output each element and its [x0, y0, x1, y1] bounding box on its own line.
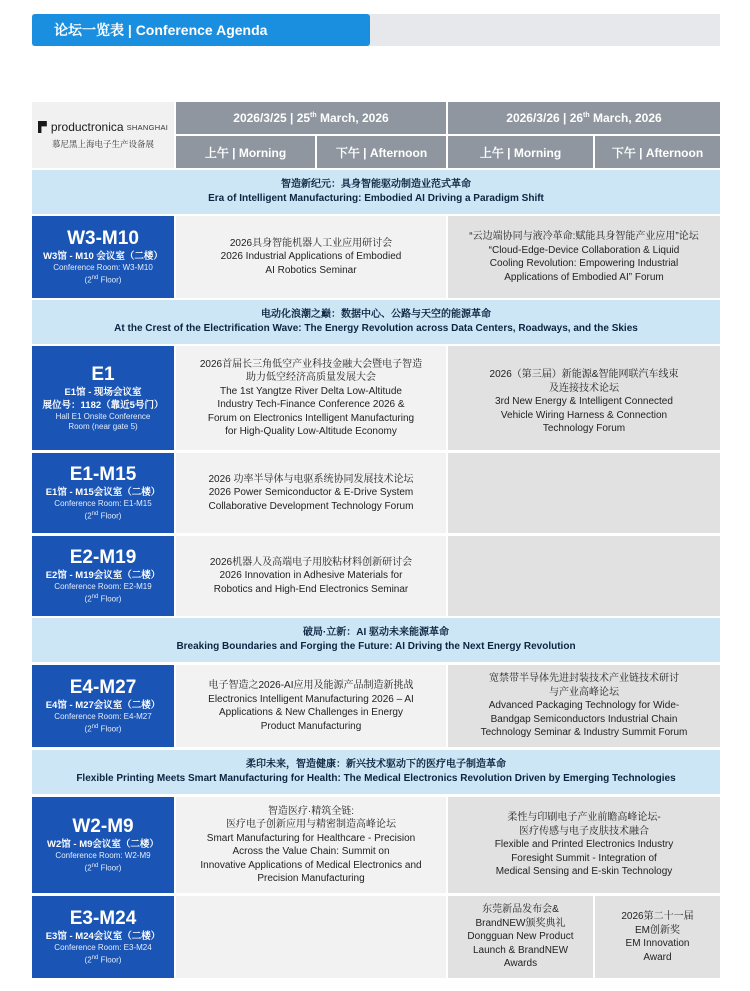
- room-floor-b: Floor): [98, 594, 122, 604]
- room-code: W2-M9: [72, 815, 134, 837]
- event-line: Across the Value Chain: Summit on: [232, 846, 390, 857]
- theme-banner-2: [32, 300, 720, 344]
- event-e4m27-day2: [448, 665, 720, 747]
- room-cn: E2馆 - M19会议室（二楼）: [45, 569, 161, 581]
- event-e1m15-day2-empty: [448, 453, 720, 533]
- event-line: Foresight Summit - Integration of: [511, 852, 657, 864]
- room-floor-a: (2: [84, 594, 92, 604]
- event-line: Cooling Revolution: Empowering Industrial: [489, 258, 679, 269]
- event-line: Smart Manufacturing for Healthcare - Precision: [206, 832, 416, 844]
- event-line: Bandgap Semiconductors Industrial Chain: [490, 713, 678, 725]
- event-line: 3rd New Energy & Intelligent Connected: [495, 396, 673, 407]
- room-floor-b: Floor): [98, 511, 122, 521]
- event-line: 宽禁带半导体先进封装技术产业链技术研讨: [489, 673, 679, 685]
- date-2-sup: th: [583, 112, 590, 119]
- event-line: 2026首届长三角低空产业科技金融大会暨电子智造: [199, 358, 423, 370]
- room-cn: E1馆 - 现场会议室: [64, 386, 142, 398]
- room-e1: [32, 346, 174, 450]
- session-morning-1: 上午 | Morning: [176, 136, 315, 168]
- event-line: Dongguan New Product: [467, 931, 574, 943]
- date-1-sup: th: [310, 112, 317, 119]
- event-w3m10-day1: [176, 216, 446, 298]
- room-en: Conference Room: E1-M15: [54, 498, 152, 508]
- event-line: EM Innovation: [625, 938, 690, 949]
- theme-1-en: Era of Intelligent Manufacturing: Embodied AI Driving a Paradigm Shift: [208, 193, 544, 204]
- event-line: Precision Manufacturing: [257, 873, 365, 884]
- room-floor-b: Floor): [98, 955, 122, 965]
- event-line: 医疗传感与电子皮肤技术融合: [519, 825, 649, 837]
- event-line: Award: [643, 951, 672, 963]
- theme-2-en: At the Crest of the Electrification Wave: The Energy Revolution across Data Centers, Roadways, and the Skies: [114, 323, 638, 334]
- room-floor-sup: nd: [91, 511, 99, 518]
- event-line: Industry Tech-Finance Conference 2026 &: [217, 399, 405, 410]
- room-e1-m15: [32, 453, 174, 533]
- event-line: 东莞新品发布会&: [482, 904, 559, 916]
- room-floor-a: (2: [84, 955, 92, 965]
- room-floor-b: Floor): [98, 863, 122, 873]
- event-line: 2026第二十一届: [621, 911, 694, 922]
- event-line: 2026 Innovation in Adhesive Materials for: [219, 570, 403, 582]
- event-e1-day2: [448, 346, 720, 450]
- event-e4m27-day1: [176, 665, 446, 747]
- event-line: Forum on Electronics Intelligent Manufacturing: [207, 412, 415, 424]
- event-line: Technology Seminar & Industry Summit Forum: [480, 727, 688, 739]
- event-line: Applications of Embodied AI” Forum: [504, 271, 664, 283]
- logo: [32, 102, 174, 168]
- event-line: Flexible and Printed Electronics Industry: [494, 839, 674, 851]
- event-line: Vehicle Wiring Harness & Connection: [500, 409, 668, 421]
- event-line: BrandNEW颁奖典礼: [475, 917, 566, 929]
- event-line: The 1st Yangtze River Delta Low-Altitude: [220, 385, 402, 397]
- room-floor-b: Floor): [98, 724, 122, 734]
- logo-brand: productronica: [50, 120, 124, 134]
- event-line: Collaborative Development Technology Forum: [208, 500, 414, 512]
- date-1-en: March, 2026: [316, 111, 389, 125]
- theme-2-cn: 电动化浪潮之巅：数据中心、公路与天空的能源革命: [261, 309, 491, 320]
- event-e3m24-day2-afternoon: [595, 896, 720, 978]
- room-en: Hall E1 Onsite Conference: [55, 411, 151, 421]
- logo-brand-line: [38, 120, 168, 134]
- room-cn: W3馆 - M10 会议室（二楼）: [43, 250, 163, 262]
- logo-sub: SHANGHAI: [126, 122, 169, 132]
- event-line: 助力低空经济高质量发展大会: [246, 372, 376, 383]
- room-code: E2-M19: [69, 546, 137, 568]
- room-floor-sup: nd: [91, 863, 99, 870]
- event-line: 智造医疗·精筑全链:: [267, 805, 355, 817]
- room-floor-sup: nd: [91, 275, 99, 282]
- room-floor: [85, 953, 122, 966]
- room-floor: [85, 273, 122, 286]
- event-line: “云边端协同与液冷革命:赋能具身智能产业应用”论坛: [469, 231, 699, 242]
- date-2-en: March, 2026: [589, 111, 662, 125]
- room-floor-sup: nd: [91, 724, 99, 731]
- event-line: Electronics Intelligent Manufacturing 2026 – AI: [208, 693, 414, 705]
- room-en: Conference Room: E2-M19: [54, 581, 152, 591]
- event-line: 柔性与印刷电子产业前瞻高峰论坛-: [507, 812, 661, 824]
- event-line: Technology Forum: [542, 423, 626, 434]
- date-header-1: [176, 102, 446, 134]
- room-en: Conference Room: E3-M24: [54, 942, 152, 952]
- room-floor-sup: nd: [91, 955, 99, 962]
- event-line: Applications & New Challenges in Energy: [219, 707, 403, 718]
- date-header-2-text: [506, 111, 661, 125]
- theme-4-en: Flexible Printing Meets Smart Manufacturing for Health: The Medical Electronics Revolution Driven by Emerging Technologies: [76, 773, 676, 784]
- event-line: “Cloud-Edge-Device Collaboration & Liquid: [488, 244, 680, 256]
- date-header-2: [448, 102, 720, 134]
- event-e1-day1: [176, 346, 446, 450]
- event-line: 2026 功率半导体与电驱系统协同发展技术论坛: [208, 473, 414, 485]
- room-en: Room (near gate 5): [68, 422, 138, 431]
- theme-3-cn: 破局·立新：AI 驱动未来能源革命: [302, 627, 450, 638]
- session-afternoon-1: 下午 | Afternoon: [317, 136, 446, 168]
- event-line: 2026具身智能机器人工业应用研讨会: [229, 237, 393, 249]
- theme-4-cn: 柔印未来，智造健康：新兴技术驱动下的医疗电子制造革命: [246, 759, 506, 770]
- room-floor-b: Floor): [98, 275, 122, 285]
- room-code: E1: [91, 363, 115, 385]
- room-cn: E1馆 - M15会议室（二楼）: [45, 486, 161, 498]
- room-floor-a: (2: [84, 511, 92, 521]
- event-line: for High-Quality Low-Altitude Economy: [225, 426, 397, 437]
- event-line: Innovative Applications of Medical Electronics and: [200, 859, 422, 871]
- event-line: Medical Sensing and E-skin Technology: [495, 866, 673, 878]
- room-w2-m9: [32, 797, 174, 893]
- room-e2-m19: [32, 536, 174, 616]
- event-e3m24-day2-morning: [448, 896, 593, 978]
- room-en: Conference Room: W2-M9: [55, 850, 151, 860]
- event-line: 及连接技术论坛: [549, 382, 619, 394]
- event-e2m19-day1: [176, 536, 446, 616]
- event-line: Launch & BrandNEW: [472, 944, 569, 956]
- date-2-cn: 2026/3/26 | 26: [506, 111, 584, 125]
- productronica-logo-icon: [38, 121, 47, 133]
- room-code: E1-M15: [69, 463, 137, 485]
- room-floor: [85, 722, 122, 735]
- theme-3-en: Breaking Boundaries and Forging the Future: AI Driving the Next Energy Revolution: [176, 641, 576, 652]
- room-en: Conference Room: E4-M27: [54, 711, 152, 721]
- event-line: Robotics and High-End Electronics Seminar: [213, 583, 409, 595]
- event-e2m19-day2-empty: [448, 536, 720, 616]
- event-line: Awards: [503, 958, 538, 970]
- room-code: E4-M27: [69, 676, 137, 698]
- logo-cn: 慕尼黑上海电子生产设备展: [51, 139, 154, 149]
- event-w3m10-day2: [448, 216, 720, 298]
- room-floor: [85, 861, 122, 874]
- theme-banner-3: [32, 618, 720, 662]
- room-en: Conference Room: W3-M10: [53, 262, 153, 272]
- event-line: 2026（第三届）新能源&智能网联汽车线束: [489, 369, 679, 380]
- theme-1-cn: 智造新纪元：具身智能驱动制造业范式革命: [281, 179, 471, 190]
- event-w2m9-day1: [176, 797, 446, 893]
- event-line: 医疗电子创新应用与精密制造高峰论坛: [226, 819, 396, 830]
- theme-banner-4: [32, 750, 720, 794]
- theme-banner-1: [32, 170, 720, 214]
- room-cn: E3馆 - M24会议室（二楼）: [45, 930, 161, 942]
- event-line: AI Robotics Seminar: [265, 264, 357, 276]
- room-cn: W2馆 - M9会议室（二楼）: [47, 838, 159, 850]
- room-w3-m10: [32, 216, 174, 298]
- event-e3m24-day1-empty: [176, 896, 446, 978]
- event-line: 电子智造之2026-AI应用及能源产品制造新挑战: [208, 680, 414, 691]
- event-w2m9-day2: [448, 797, 720, 893]
- room-cn: E4馆 - M27会议室（二楼）: [45, 699, 161, 711]
- room-floor-sup: nd: [91, 594, 99, 601]
- date-1-cn: 2026/3/25 | 25: [233, 111, 311, 125]
- event-line: 2026机器人及高端电子用胶粘材料创新研讨会: [209, 556, 413, 568]
- room-floor-a: (2: [84, 863, 92, 873]
- room-floor: [85, 592, 122, 605]
- room-e4-m27: [32, 665, 174, 747]
- event-line: Advanced Packaging Technology for Wide-: [488, 700, 680, 712]
- session-morning-2: 上午 | Morning: [448, 136, 593, 168]
- event-line: EM创新奖: [635, 924, 680, 936]
- page-title-text: 论坛一览表 | Conference Agenda: [54, 22, 268, 38]
- room-floor-a: (2: [84, 275, 92, 285]
- event-e1m15-day1: [176, 453, 446, 533]
- room-e3-m24: [32, 896, 174, 978]
- room-booth: 展位号：1182（靠近5号门）: [42, 399, 164, 411]
- session-afternoon-2: 下午 | Afternoon: [595, 136, 720, 168]
- page-title: [32, 14, 370, 46]
- room-code: E3-M24: [69, 907, 137, 929]
- room-code: W3-M10: [67, 227, 139, 249]
- event-line: 与产业高峰论坛: [549, 686, 619, 698]
- date-header-1-text: [233, 111, 388, 125]
- event-line: Product Manufacturing: [260, 720, 362, 732]
- event-line: 2026 Power Semiconductor & E-Drive System: [208, 487, 414, 499]
- room-floor: [85, 509, 122, 522]
- event-line: 2026 Industrial Applications of Embodied: [220, 251, 402, 263]
- room-floor-a: (2: [84, 724, 92, 734]
